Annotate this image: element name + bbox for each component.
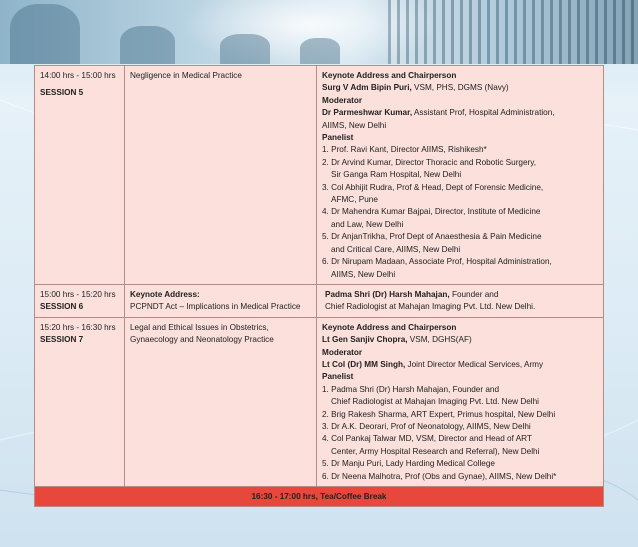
session-5-row	[35, 66, 604, 285]
time-text: 15:20 hrs - 16:30 hrs	[40, 322, 116, 332]
role-heading: Panelist	[322, 133, 354, 143]
speaker-name: Dr Parmeshwar Kumar,	[322, 108, 413, 118]
panelist-item-cont: Chief Radiologist at Mahajan Imaging Pvt. Ltd. New Delhi	[331, 397, 539, 407]
panelist-item: 6. Dr Neena Malhotra, Prof (Obs and Gynae), AIIMS, New Delhi*	[322, 471, 557, 481]
panelist-item: 1. Padma Shri (Dr) Harsh Mahajan, Founder and	[322, 384, 500, 394]
panelist-item: 2. Dr Arvind Kumar, Director Thoracic and Robotic Surgery,	[322, 157, 537, 167]
role-heading: Panelist	[322, 372, 354, 382]
panelist-item-cont: Sir Ganga Ram Hospital, New Delhi	[331, 170, 462, 180]
time-text: 14:00 hrs - 15:00 hrs	[40, 71, 116, 80]
tea-break-label: 16:30 - 17:00 hrs, Tea/Coffee Break	[35, 487, 604, 507]
tea-break-row	[35, 487, 604, 507]
speakers-cell	[317, 66, 604, 285]
topic-heading: Keynote Address:	[130, 289, 200, 299]
topic-cell	[125, 284, 317, 317]
speaker-name: Lt Gen Sanjiv Chopra,	[322, 335, 408, 345]
speaker-title: VSM, PHS, DGMS (Navy)	[411, 83, 509, 93]
speaker-line	[322, 289, 598, 301]
speakers-cell	[317, 284, 604, 317]
session-label: SESSION 6	[40, 302, 84, 312]
speaker-title: VSM, DGHS(AF)	[407, 335, 472, 345]
time-cell	[35, 66, 125, 285]
speaker-line	[322, 82, 598, 94]
header-banner-image	[0, 0, 638, 64]
speaker-line	[322, 359, 598, 371]
schedule-table	[34, 65, 604, 507]
speaker-line	[322, 334, 598, 346]
speaker-name: Lt Col (Dr) MM Singh,	[322, 359, 406, 369]
topic-cell	[125, 317, 317, 486]
role-heading: Moderator	[322, 95, 363, 105]
speaker-name: Surg V Adm Bipin Puri,	[322, 83, 412, 93]
panelist-item: 5. Dr AnjanTrikha, Prof Dept of Anaesthesia & Pain Medicine	[322, 232, 542, 242]
time-cell	[35, 284, 125, 317]
speaker-title: Assistant Prof, Hospital Administration,	[412, 108, 555, 118]
panelist-item: 4. Dr Mahendra Kumar Bajpai, Director, Institute of Medicine	[322, 207, 541, 217]
panelist-item-cont: Center, Army Hospital Research and Referral), New Delhi	[331, 446, 540, 456]
role-heading: Keynote Address and Chairperson	[322, 71, 457, 80]
session-6-row	[35, 284, 604, 317]
speaker-line-cont: AIIMS, New Delhi	[322, 120, 387, 130]
role-heading: Moderator	[322, 347, 363, 357]
speaker-line	[322, 107, 598, 119]
topic-text: PCPNDT Act – Implications in Medical Practice	[130, 302, 301, 312]
role-heading: Keynote Address and Chairperson	[322, 322, 457, 332]
topic-text: Legal and Ethical Issues in Obstetrics,	[130, 322, 269, 332]
time-cell	[35, 317, 125, 486]
session-7-row	[35, 317, 604, 486]
speakers-cell	[317, 317, 604, 486]
panelist-item-cont: and Law, New Delhi	[331, 219, 404, 229]
panelist-item-cont: AFMC, Pune	[331, 195, 378, 205]
panelist-item: 1. Prof. Ravi Kant, Director AIIMS, Rishikesh*	[322, 145, 487, 155]
panelist-item: 2. Brig Rakesh Sharma, ART Expert, Primus hospital, New Delhi	[322, 409, 556, 419]
speaker-title: Founder and	[449, 289, 499, 299]
panelist-item: 3. Col Abhijit Rudra, Prof & Head, Dept of Forensic Medicine,	[322, 182, 544, 192]
speaker-title: Joint Director Medical Services, Army	[405, 359, 544, 369]
panelist-item: 3. Dr A.K. Deorari, Prof of Neonatology, AIIMS, New Delhi	[322, 421, 531, 431]
panelist-item: 4. Col Pankaj Talwar MD, VSM, Director and Head of ART	[322, 434, 532, 444]
speaker-name: Padma Shri (Dr) Harsh Mahajan,	[325, 289, 450, 299]
panelist-item-cont: and Critical Care, AIIMS, New Delhi	[331, 244, 461, 254]
panelist-item: 6. Dr Nirupam Madaan, Associate Prof, Hospital Administration,	[322, 257, 552, 267]
topic-text: Negligence in Medical Practice	[130, 71, 242, 80]
panelist-item-cont: AIIMS, New Delhi	[331, 269, 396, 279]
topic-cell	[125, 66, 317, 285]
time-text: 15:00 hrs - 15:20 hrs	[40, 289, 116, 299]
panelist-item: 5. Dr Manju Puri, Lady Harding Medical College	[322, 459, 495, 469]
session-label: SESSION 7	[40, 335, 84, 345]
topic-text-cont: Gynaecology and Neonatology Practice	[130, 335, 274, 345]
speaker-line-cont: Chief Radiologist at Mahajan Imaging Pvt. Ltd. New Delhi.	[325, 302, 536, 312]
session-label: SESSION 5	[40, 88, 84, 98]
